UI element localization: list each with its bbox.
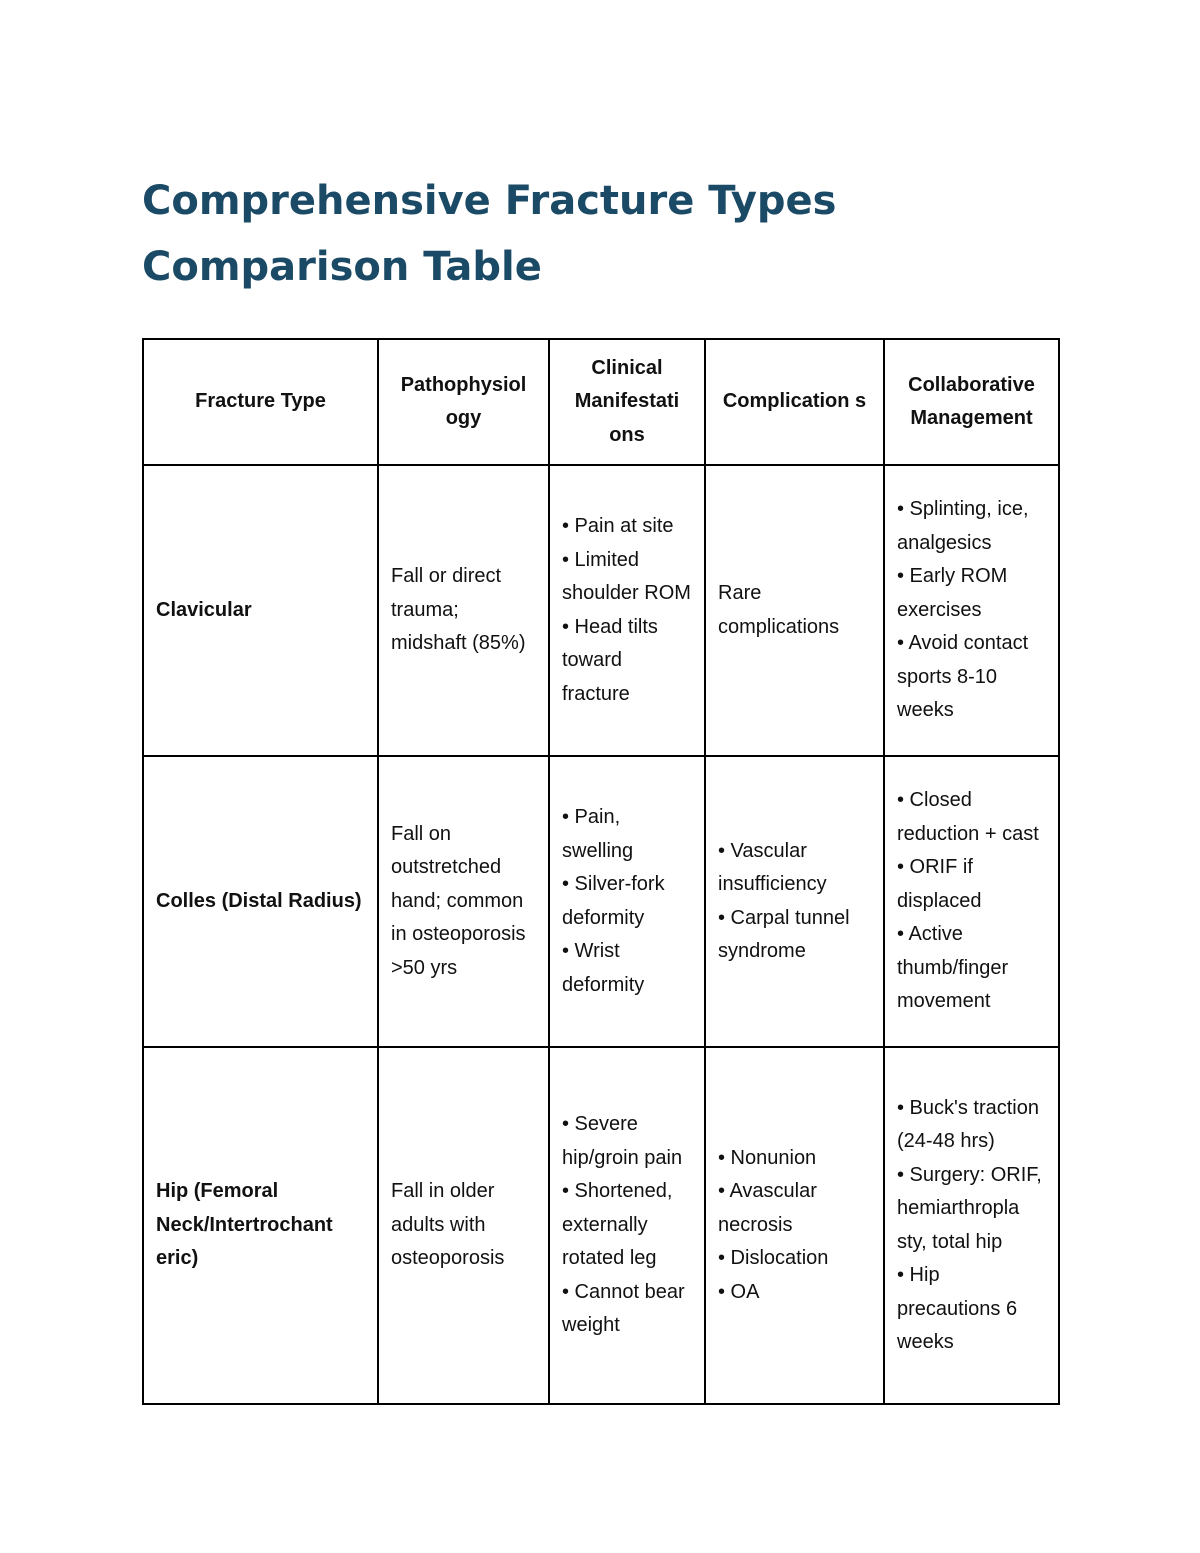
header-collaborative-management: Collaborative Management [884,339,1059,465]
manifestation-item: • Severe hip/groin pain [562,1113,683,1169]
fracture-comparison-table [142,338,1060,1405]
fracture-type-cell: Hip (Femoral Neck/Intertrochant eric) [143,1047,378,1404]
complication-item: Rare complications [718,582,840,638]
management-item: • Active thumb/finger movement [897,923,1009,1013]
pathophysiology-cell: Fall in older adults with osteoporosis [378,1047,549,1404]
manifestation-item: • Silver-fork deformity [562,873,665,929]
complication-item: • Dislocation [718,1247,829,1270]
complication-item: • Carpal tunnel syndrome [718,906,850,962]
header-complications: Complication s [705,339,884,465]
management-item: • Closed reduction + cast [897,789,1039,845]
manifestations-cell [549,756,705,1047]
management-cell [884,1047,1059,1404]
manifestation-item: • Limited shoulder ROM [562,548,691,604]
manifestations-cell [549,465,705,756]
management-cell [884,465,1059,756]
management-item: • Surgery: ORIF, hemiarthropla sty, total hip [897,1163,1042,1253]
complication-item: • Avascular necrosis [718,1180,817,1236]
manifestations-cell [549,1047,705,1404]
manifestation-item: • Head tilts toward fracture [562,615,658,705]
table-row [143,1047,1059,1404]
table-header-row [143,339,1059,465]
table-row [143,756,1059,1047]
complication-item: • OA [718,1280,760,1303]
complication-item: • Vascular insufficiency [718,839,827,895]
complications-cell [705,1047,884,1404]
header-fracture-type: Fracture Type [143,339,378,465]
management-item: • Early ROM exercises [897,565,1008,621]
header-clinical-manifestations: Clinical Manifestati ons [549,339,705,465]
manifestation-item: • Cannot bear weight [562,1280,685,1337]
management-item: • Splinting, ice, analgesics [897,498,1029,554]
pathophysiology-cell: Fall or direct trauma; midshaft (85%) [378,465,549,756]
management-item: • Buck's traction (24-48 hrs) [897,1096,1039,1152]
management-item: • Hip precautions 6 weeks [897,1264,1018,1353]
complication-item: • Nonunion [718,1146,817,1169]
management-item: • ORIF if displaced [897,856,982,912]
header-pathophysiology: Pathophysiol ogy [378,339,549,465]
management-item: • Avoid contact sports 8-10 weeks [897,632,1029,722]
complications-cell [705,756,884,1047]
manifestation-item: • Pain, swelling [562,806,634,862]
manifestation-item: • Pain at site [562,515,674,537]
management-cell [884,756,1059,1047]
fracture-type-cell: Clavicular [143,465,378,756]
page-title: Comprehensive Fracture Types Comparison Table [142,178,837,290]
fracture-type-cell: Colles (Distal Radius) [143,756,378,1047]
table-row [143,465,1059,756]
complications-cell [705,465,884,756]
manifestation-item: • Wrist deformity [562,940,645,996]
pathophysiology-cell: Fall on outstretched hand; common in osteoporosis >50 yrs [378,756,549,1047]
manifestation-item: • Shortened, externally rotated leg [562,1180,673,1270]
